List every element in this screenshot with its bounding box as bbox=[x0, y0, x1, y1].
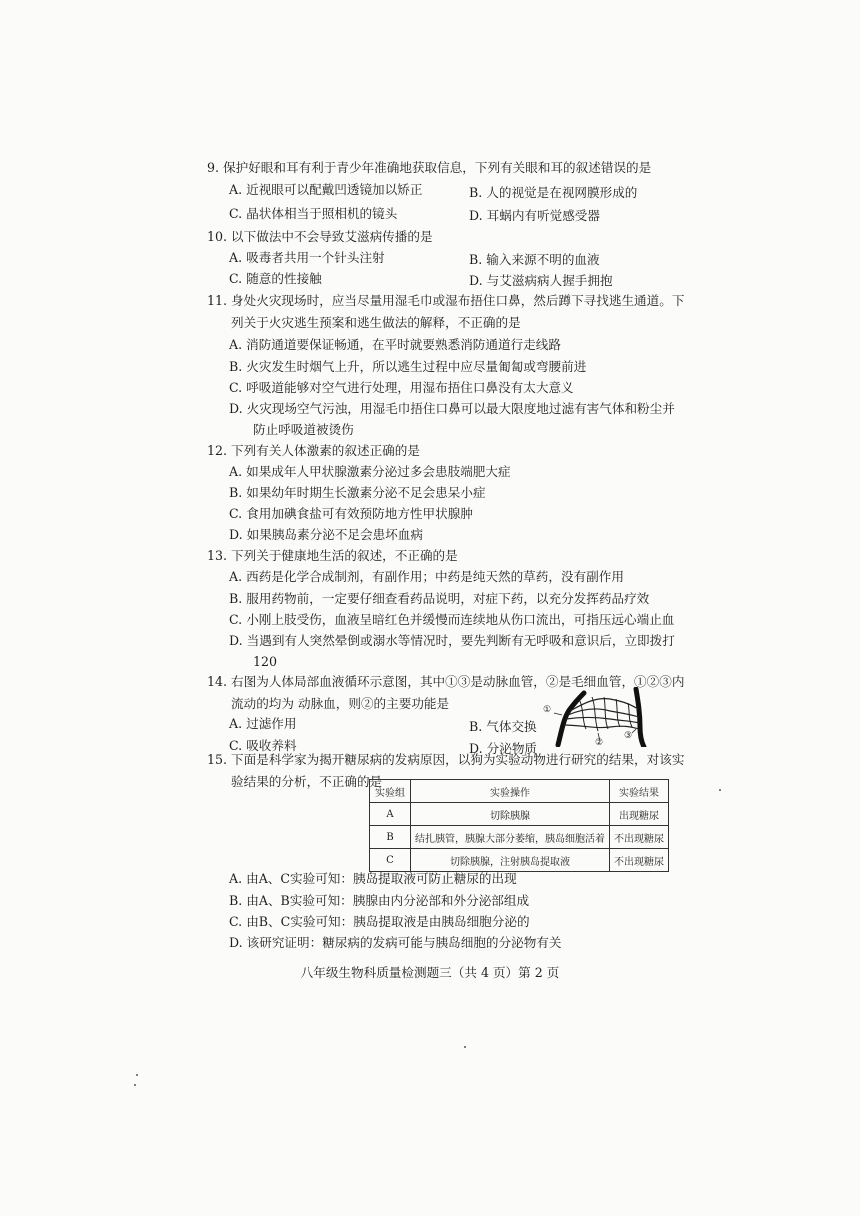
q10-option-a: A. 吸毒者共用一个针头注射 bbox=[229, 250, 385, 265]
question-14-stem-line2: 流动的均为 动脉血，则②的主要功能是 bbox=[231, 696, 450, 711]
table-cell: 切除胰腺 bbox=[411, 803, 610, 826]
question-11-stem-line2: 列关于火灾逃生预案和逃生做法的解释，不正确的是 bbox=[231, 315, 521, 330]
question-9 bbox=[207, 157, 667, 179]
table-cell: 出现糖尿 bbox=[610, 803, 669, 826]
q13-option-d-line2: 120 bbox=[253, 654, 278, 669]
q15-option-d: D. 该研究证明：糖尿病的发病可能与胰岛细胞的分泌物有关 bbox=[229, 935, 562, 950]
q12-option-d: D. 如果胰岛素分泌不足会患坏血病 bbox=[229, 527, 423, 542]
question-9-stem: 9. 保护好眼和耳有利于青少年准确地获取信息，下列有关眼和耳的叙述错误的是 bbox=[207, 160, 652, 175]
table-cell: 不出现糖尿 bbox=[610, 826, 669, 849]
scan-speck bbox=[719, 789, 721, 791]
scan-speck bbox=[136, 1074, 138, 1076]
table-row bbox=[370, 826, 669, 849]
table-cell: 结扎胰管，胰腺大部分萎缩，胰岛细胞活着 bbox=[411, 826, 610, 849]
question-10 bbox=[207, 226, 667, 248]
q15-option-c: C. 由B、C实验可知：胰岛提取液是由胰岛细胞分泌的 bbox=[229, 914, 530, 929]
table-header-cell: 实验结果 bbox=[610, 780, 669, 803]
q13-option-a: A. 西药是化学合成制剂，有副作用；中药是纯天然的草药，没有副作用 bbox=[229, 569, 624, 584]
question-15-stem-line2: 验结果的分析，不正确的是 bbox=[231, 774, 383, 789]
q9-option-b: B. 人的视觉是在视网膜形成的 bbox=[469, 185, 638, 200]
question-13-stem: 13. 下列关于健康地生活的叙述，不正确的是 bbox=[207, 548, 458, 563]
table-cell: B bbox=[370, 826, 411, 849]
q13-option-b: B. 服用药物前，一定要仔细查看药品说明，对症下药，以充分发挥药品疗效 bbox=[229, 591, 650, 606]
q10-option-d: D. 与艾滋病病人握手拥抱 bbox=[469, 273, 613, 288]
table-header-cell: 实验操作 bbox=[411, 780, 610, 803]
question-11 bbox=[207, 290, 685, 334]
question-14-stem-line1: 14. 右图为人体局部血液循环示意图，其中①③是动脉血管，②是毛细血管，①②③内 bbox=[207, 674, 685, 689]
table-cell: A bbox=[370, 803, 411, 826]
q9-option-d: D. 耳蜗内有听觉感受器 bbox=[469, 208, 600, 223]
q12-option-c: C. 食用加碘食盐可有效预防地方性甲状腺肿 bbox=[229, 506, 473, 521]
question-13 bbox=[207, 545, 667, 567]
table-row bbox=[370, 803, 669, 826]
q13-option-c: C. 小刚上肢受伤，血液呈暗红色并缓慢而连续地从伤口流出，可指压远心端止血 bbox=[229, 612, 675, 627]
page-footer: 八年级生物科质量检测题三（共 4 页）第 2 页 bbox=[300, 965, 560, 980]
q14-option-c: C. 吸收养料 bbox=[229, 738, 297, 753]
q11-option-b: B. 火灾发生时烟气上升，所以逃生过程中应尽量匍匐或弯腰前进 bbox=[229, 359, 587, 374]
table-cell: 不出现糖尿 bbox=[610, 849, 669, 872]
question-12-stem: 12. 下列有关人体激素的叙述正确的是 bbox=[207, 443, 420, 458]
q9-option-c: C. 晶状体相当于照相机的镜头 bbox=[229, 206, 398, 221]
q11-option-c: C. 呼吸道能够对空气进行处理，用湿布捂住口鼻没有太大意义 bbox=[229, 380, 574, 395]
q11-option-a: A. 消防通道要保证畅通，在平时就要熟悉消防通道行走线路 bbox=[229, 337, 561, 352]
table-header-cell: 实验组 bbox=[370, 780, 411, 803]
label-1-pointer bbox=[554, 713, 562, 715]
q14-option-b: B. 气体交换 bbox=[469, 719, 537, 734]
q12-option-b: B. 如果幼年时期生长激素分泌不足会患呆小症 bbox=[229, 485, 486, 500]
question-15-stem-line1: 15. 下面是科学家为揭开糖尿病的发病原因，以狗为实验动物进行研究的结果，对该实 bbox=[207, 752, 685, 767]
table-header-row bbox=[370, 780, 669, 803]
q9-option-a: A. 近视眼可以配戴凹透镜加以矫正 bbox=[229, 182, 423, 197]
table-cell: 切除胰腺，注射胰岛提取液 bbox=[411, 849, 610, 872]
question-11-stem-line1: 11. 身处火灾现场时，应当尽量用湿毛巾或湿布捂住口鼻，然后蹲下寻找逃生通道。下 bbox=[207, 293, 685, 308]
question-12 bbox=[207, 440, 667, 462]
q15-option-a: A. 由A、C实验可知：胰岛提取液可防止糖尿的出现 bbox=[229, 871, 517, 886]
experiment-table bbox=[369, 779, 669, 872]
q11-option-d-line1: D. 火灾现场空气污浊，用湿毛巾捂住口鼻可以最大限度地过滤有害气体和粉尘并 bbox=[229, 401, 675, 416]
q10-option-c: C. 随意的性接触 bbox=[229, 271, 322, 286]
q10-option-b: B. 输入来源不明的血液 bbox=[469, 252, 600, 267]
q15-option-b: B. 由A、B实验可知：胰腺由内分泌部和外分泌部组成 bbox=[229, 893, 530, 908]
table-cell: C bbox=[370, 849, 411, 872]
q14-option-a: A. 过滤作用 bbox=[229, 716, 297, 731]
figure-label-2: ② bbox=[595, 738, 604, 748]
q14-option-d: D. 分泌物质 bbox=[469, 741, 538, 756]
label-3-pointer bbox=[632, 729, 636, 733]
scan-speck bbox=[134, 1084, 136, 1086]
question-10-stem: 10. 以下做法中不会导致艾滋病传播的是 bbox=[207, 229, 433, 244]
q13-option-d-line1: D. 当遇到有人突然晕倒或溺水等情况时，要先判断有无呼吸和意识后，立即拨打 bbox=[229, 633, 675, 648]
figure-label-1: ① bbox=[543, 705, 552, 715]
figure-label-3: ③ bbox=[624, 731, 633, 741]
blood-circulation-figure bbox=[540, 687, 652, 747]
q12-option-a: A. 如果成年人甲状腺激素分泌过多会患肢端肥大症 bbox=[229, 464, 511, 479]
q11-option-d-line2: 防止呼吸道被烫伤 bbox=[253, 422, 354, 437]
scan-speck bbox=[464, 1046, 466, 1048]
